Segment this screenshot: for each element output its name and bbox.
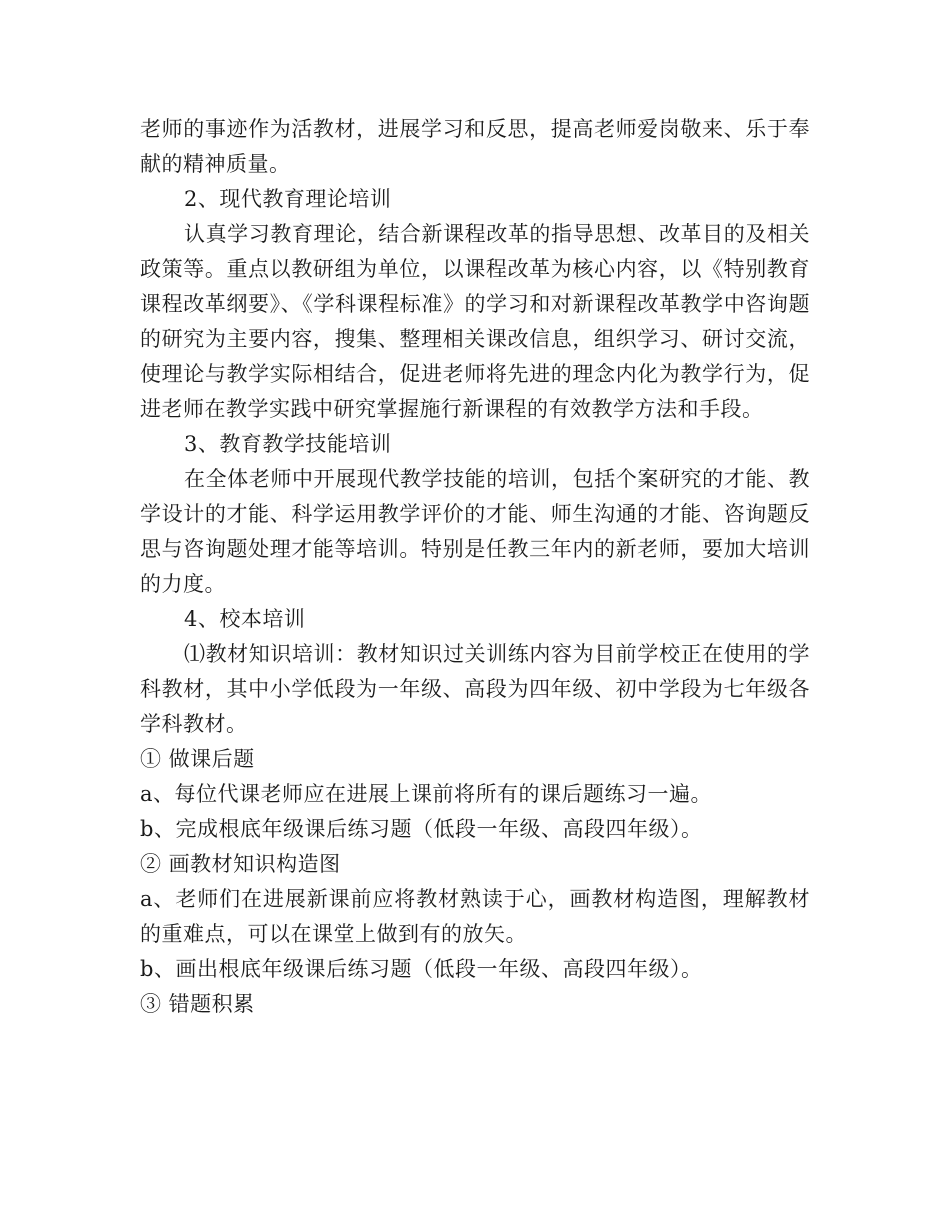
list-item-2a: a、老师们在进展新课前应将教材熟读于心，画教材构造图，理解教材的重难点，可以在课堂上做到有的放矢。	[140, 887, 810, 946]
document-body	[140, 112, 810, 1022]
paragraph-2: 认真学习教育理论，结合新课程改革的指导思想、改革目的及相关政策等。重点以教研组为单位，以课程改革为核心内容，以《特别教育课程改革纲要》、《学科课程标准》的学习和对新课程改革教学中咨询题的研究为主要内容，搜集、整理相关课改信息，组织学习、研讨交流，使理论与教学实际相结合，促进老师将先进的理念内化为教学行为，促进老师在教学实践中研究掌握施行新课程的有效教学方法和手段。	[140, 222, 810, 421]
list-item-1b: b、完成根底年级课后练习题（低段一年级、高段四年级）。	[140, 817, 703, 841]
section-heading-3: 3、教育教学技能培训	[184, 432, 392, 456]
section-heading-2: 2、现代教育理论培训	[184, 187, 392, 211]
list-item-2b: b、画出根底年级课后练习题（低段一年级、高段四年级）。	[140, 957, 703, 981]
list-heading-3: ③ 错题积累	[140, 992, 255, 1016]
list-item-1a: a、每位代课老师应在进展上课前将所有的课后题练习一遍。	[140, 782, 713, 806]
list-heading-2: ② 画教材知识构造图	[140, 852, 341, 876]
list-heading-1: ① 做课后题	[140, 747, 255, 771]
paragraph-1: 老师的事迹作为活教材，进展学习和反思，提高老师爱岗敬来、乐于奉献的精神质量。	[140, 117, 810, 176]
section-heading-4: 4、校本培训	[184, 607, 306, 631]
paragraph-3: 在全体老师中开展现代教学技能的培训，包括个案研究的才能、教学设计的才能、科学运用教学评价的才能、师生沟通的才能、咨询题反思与咨询题处理才能等培训。特别是任教三年内的新老师，要加大培训的力度。	[140, 467, 810, 596]
paragraph-4: ⑴教材知识培训：教材知识过关训练内容为目前学校正在使用的学科教材，其中小学低段为一年级、高段为四年级、初中学段为七年级各学科教材。	[140, 642, 810, 736]
